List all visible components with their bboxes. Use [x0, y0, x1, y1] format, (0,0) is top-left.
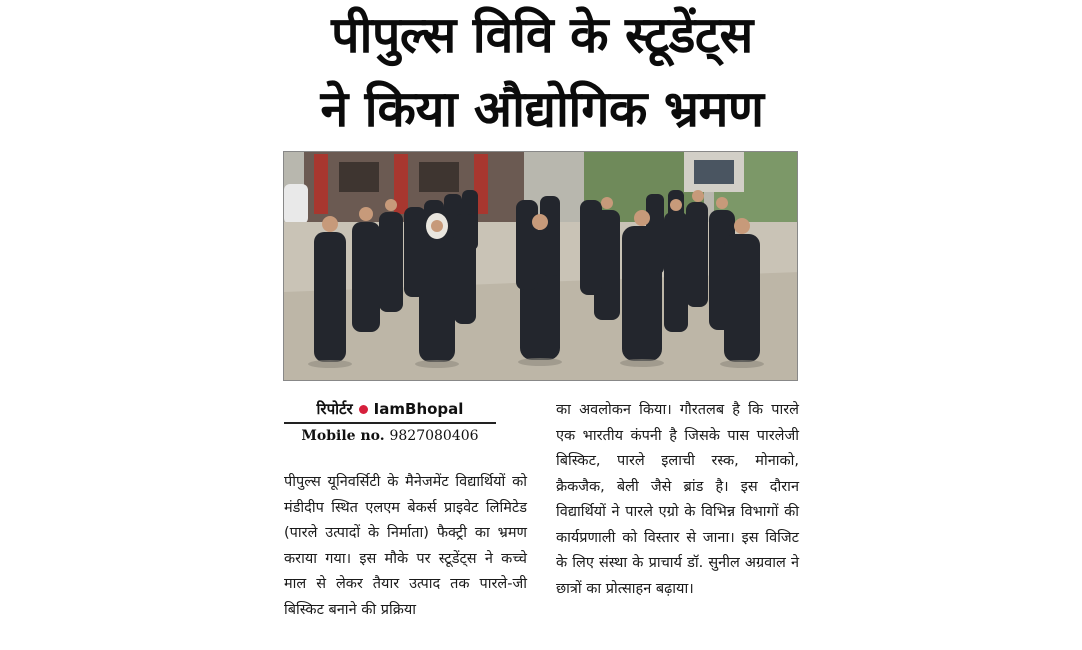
- byline-source: IamBhopal: [373, 400, 464, 418]
- mobile-line: [284, 428, 496, 444]
- headline-line-2: ने किया औद्योगिक भ्रमण: [320, 80, 764, 138]
- article-column-1: [284, 470, 527, 623]
- group-photo-icon: [284, 152, 798, 381]
- red-dot-icon: [359, 405, 368, 414]
- mobile-number: 9827080406: [389, 428, 479, 444]
- headline-line-1: पीपुल्स विवि के स्टूडेंट्स: [331, 6, 753, 64]
- article-paragraph-1: पीपुल्स यूनिवर्सिटी के मैनेजमेंट विद्यार्थियों को मंडीदीप स्थित एलएम बेकर्स प्राइवेट लिमिटेड (पारले उत्पादों के निर्माता) फैक्ट्री का भ्रमण कराया गया। इस मौके पर स्टूडेंट्स ने कच्चे माल से लेकर तैयार उत्पाद तक पारले-जी बिस्किट बनाने की प्रक्रिया: [284, 474, 527, 618]
- group-photo: [283, 151, 798, 381]
- mobile-label: Mobile no.: [301, 428, 385, 444]
- byline: [284, 396, 496, 424]
- article-paragraph-2: का अवलोकन किया। गौरतलब है कि पारले एक भारतीय कंपनी है जिसके पास पारलेजी बिस्किट, पारले इलाची रस्क, मोनाको, क्रैकजैक, बेली जैसे ब्रांड है। इस दौरान विद्यार्थियों ने पारले एग्रो के विभिन्न विभागों की कार्यप्रणाली को विस्तार से जाना। इस विजिट के लिए संस्था के प्राचार्य डॉ. सुनील अग्रवाल ने छात्रों का प्रोत्साहन बढ़ाया।: [556, 402, 799, 597]
- reporter-label: रिपोर्टर: [316, 400, 353, 418]
- article-column-2: [556, 398, 799, 602]
